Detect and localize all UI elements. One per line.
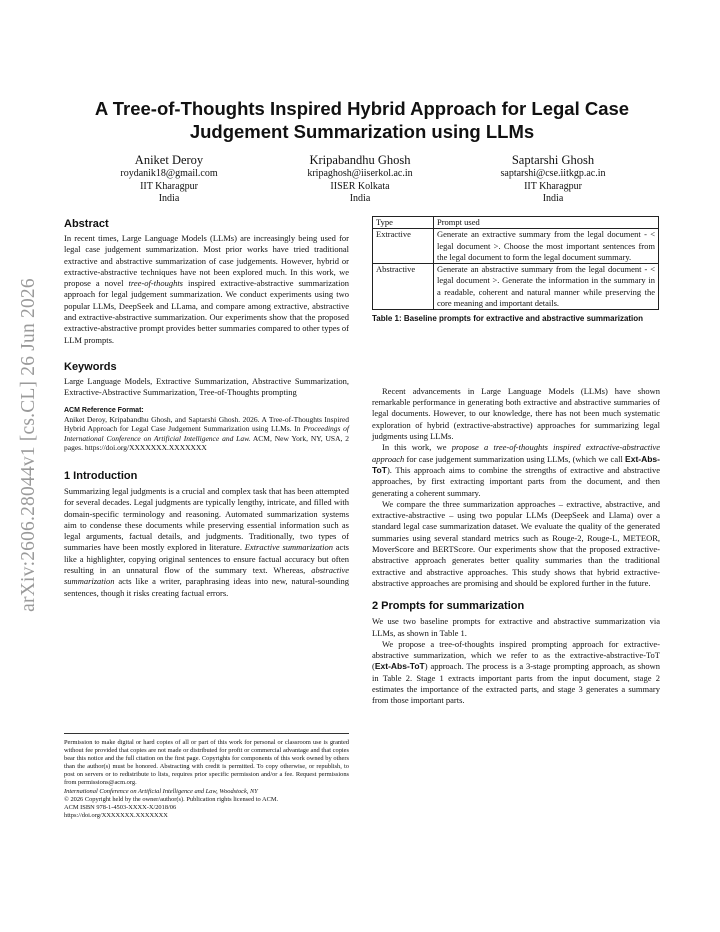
author-email: saptarshi@cse.iitkgp.ac.in [500,168,606,179]
paragraph: We compare the three summarization approaches – extractive, abstractive, and extractive-abstractive – using two popular LLMs (DeepSeek and Llama) over a standard legal case summarization dataset. We evaluate the quality of the generated summaries using several standard metrics such as Rouge-2, Rouge-L, METEOR, MoverScore and BERTScore. Our experiments show that the proposed extractive-abstractive approach generates better quality summaries than the traditional extractive and abstractive approaches. This study shows that hybrid extractive-abstractive approaches are promising and should be explored further in the future. [372,498,660,588]
author-email: roydanik18@gmail.com [120,168,218,179]
permission-footnote [64,733,349,820]
paragraph: In this work, we propose a tree-of-thoughts inspired extractive-abstractive approach for case judgement summarization using LLMs, (which we call Ext-Abs-ToT). This approach aims to combine the strengths of extractive and abstractive approaches, by first extracting important parts from the document, and then generating a coherent summary. [372,442,660,498]
author-country: India [158,193,180,204]
paragraph: We propose a tree-of-thoughts inspired prompting approach for extractive-abstractive summarization, which we refer to as the extractive-abstractive-ToT (Ext-Abs-ToT) approach. The process is a 3-stage prompting approach, as shown in Table 2. Stage 1 extracts important parts from the input document, stage 2 estimates the importance of the extracted parts, and stage 3 generates a summary from those important parts. [372,638,660,706]
table-cell: Extractive [373,229,434,264]
author-affiliation: IISER Kolkata [330,180,390,192]
table-cell: Abstractive [373,264,434,310]
arxiv-id: arXiv:2606.28044v1 [cs.CL] 26 Jun 2026 [18,278,39,612]
table-header-cell: Prompt used [434,217,659,229]
author-name: Kripabandhu Ghosh [309,153,411,167]
table-row [373,229,659,264]
copyright: © 2026 Copyright held by the owner/author(s). Publication rights licensed to ACM. [64,795,279,803]
author-affiliation: IIT Kharagpur [140,180,198,192]
table-header-cell: Type [373,217,434,229]
acm-reference-heading: ACM Reference Format: [64,406,144,414]
table-cell: Generate an abstractive summary from the legal document - < legal document >. Generate the information in the summary in a readable, coherent and natural manner while preserving the core meaning and important details. [434,264,659,310]
introduction-text: Summarizing legal judgments is a crucial and complex task that has been attempted for several decades. Legal judgments are typically lengthy, intricate, and filled with domain-specific terminology and reasoning. Automated summarization systems aim to condense these documents while preserving essential information such as legal arguments, factual details, and judgments. Traditionally, two types of summaries have been mostly explored in literature. Extractive summarization acts like a highlighter, copying original sentences to ensure factual accuracy but often resulting in an unnatural flow of the summary text. Whereas, abstractive summarization acts like a writer, paraphrasing ideas into new, natural-sounding sentences, though it risks creating factual errors. [64,485,349,598]
author-name: Aniket Deroy [134,153,204,167]
paragraph: We use two baseline prompts for extractive and abstractive summarization via LLMs, as shown in Table 1. [372,616,660,638]
doi: https://doi.org/XXXXXXX.XXXXXXX [64,811,168,819]
table-row [373,264,659,310]
author-email: kripaghosh@iiserkol.ac.in [307,168,413,179]
isbn: ACM ISBN 978-1-4503-XXXX-X/2018/06 [64,803,177,811]
left-column [64,217,349,599]
table-caption: Table 1: Baseline prompts for extractive and abstractive summarization [372,314,644,324]
right-column [372,216,660,707]
paper-title: A Tree-of-Thoughts Inspired Hybrid Approach for Legal Case Judgement Summarization using LLMs [94,98,630,142]
keywords-text: Large Language Models, Extractive Summarization, Abstractive Summarization, Extractive-Abstractive Summarization, Tree-of-Thoughts prompting [64,375,349,398]
author-name: Saptarshi Ghosh [511,153,595,167]
table-header-row [373,217,659,229]
author-affiliation: IIT Kharagpur [524,180,582,192]
acm-reference-text: Aniket Deroy, Kripabandhu Ghosh, and Saptarshi Ghosh. 2026. A Tree-of-Thoughts Inspired Hybrid Approach for Legal Case Judgement Summarization using LLMs. In Proceedings of International Conference on Artificial Intelligence and Law. ACM, New York, NY, USA, 2 pages. https://doi.org/XXXXXXX.XXXXXXX [64,414,349,453]
permission-text: Permission to make digital or hard copies of all or part of this work for personal or classroom use is granted without fee provided that copies are not made or distributed for profit or commercial advantage and that copies bear this notice and the full citation on the first page. Copyrights for components of this work owned by others than the author(s) must be honored. Abstracting with credit is permitted. To copy otherwise, or republish, to post on servers or to redistribute to lists, requires prior specific permission and/or a fee. Request permissions from permissions@acm.org. [64,739,349,787]
introduction-heading: 1 Introduction [64,469,138,482]
author-1 [74,153,264,206]
author-3 [458,153,648,206]
abstract-text: In recent times, Large Language Models (LLMs) are increasingly being used for legal case judgement summarization. Most prior works have tried traditional extractive and abstractive summarization of case judgements. However, hybrid or extractive-abstractive techniques have not been explored much. In this work, we propose a novel tree-of-thoughts inspired extractive-abstractive summarization approach for legal judgement summarization. We conduct experiments using two popular LLMs, DeepSeek and LLama, and compare among extractive, abstractive and extractive-abstractive summarization. Our experiments show that the proposed extractive-abstractive prompt provides better summaries compared to other types of LLM prompts. [64,233,349,345]
table-cell: Generate an extractive summary from the legal document - < legal document >. Choose the most important sentences from the legal document to form the legal document summary. [434,229,659,264]
author-country: India [542,193,564,204]
abstract-heading: Abstract [64,218,109,230]
paragraph: Recent advancements in Large Language Models (LLMs) have shown remarkable performance in generating both extractive and abstractive summaries of legal documents. However, to our knowledge, there has not been much systematic exploration of hybrid (extractive-abstractive) approaches for summarizing legal judgments using LLMs. [372,385,660,442]
keywords-heading: Keywords [64,360,117,373]
author-country: India [349,193,371,204]
section-2-heading: 2 Prompts for summarization [372,600,525,613]
venue: International Conference on Artificial Intelligence and Law, Woodstock, NY [64,787,258,795]
arxiv-sidebar-stamp [8,210,50,680]
prompts-table [372,216,659,310]
author-2 [265,153,455,206]
